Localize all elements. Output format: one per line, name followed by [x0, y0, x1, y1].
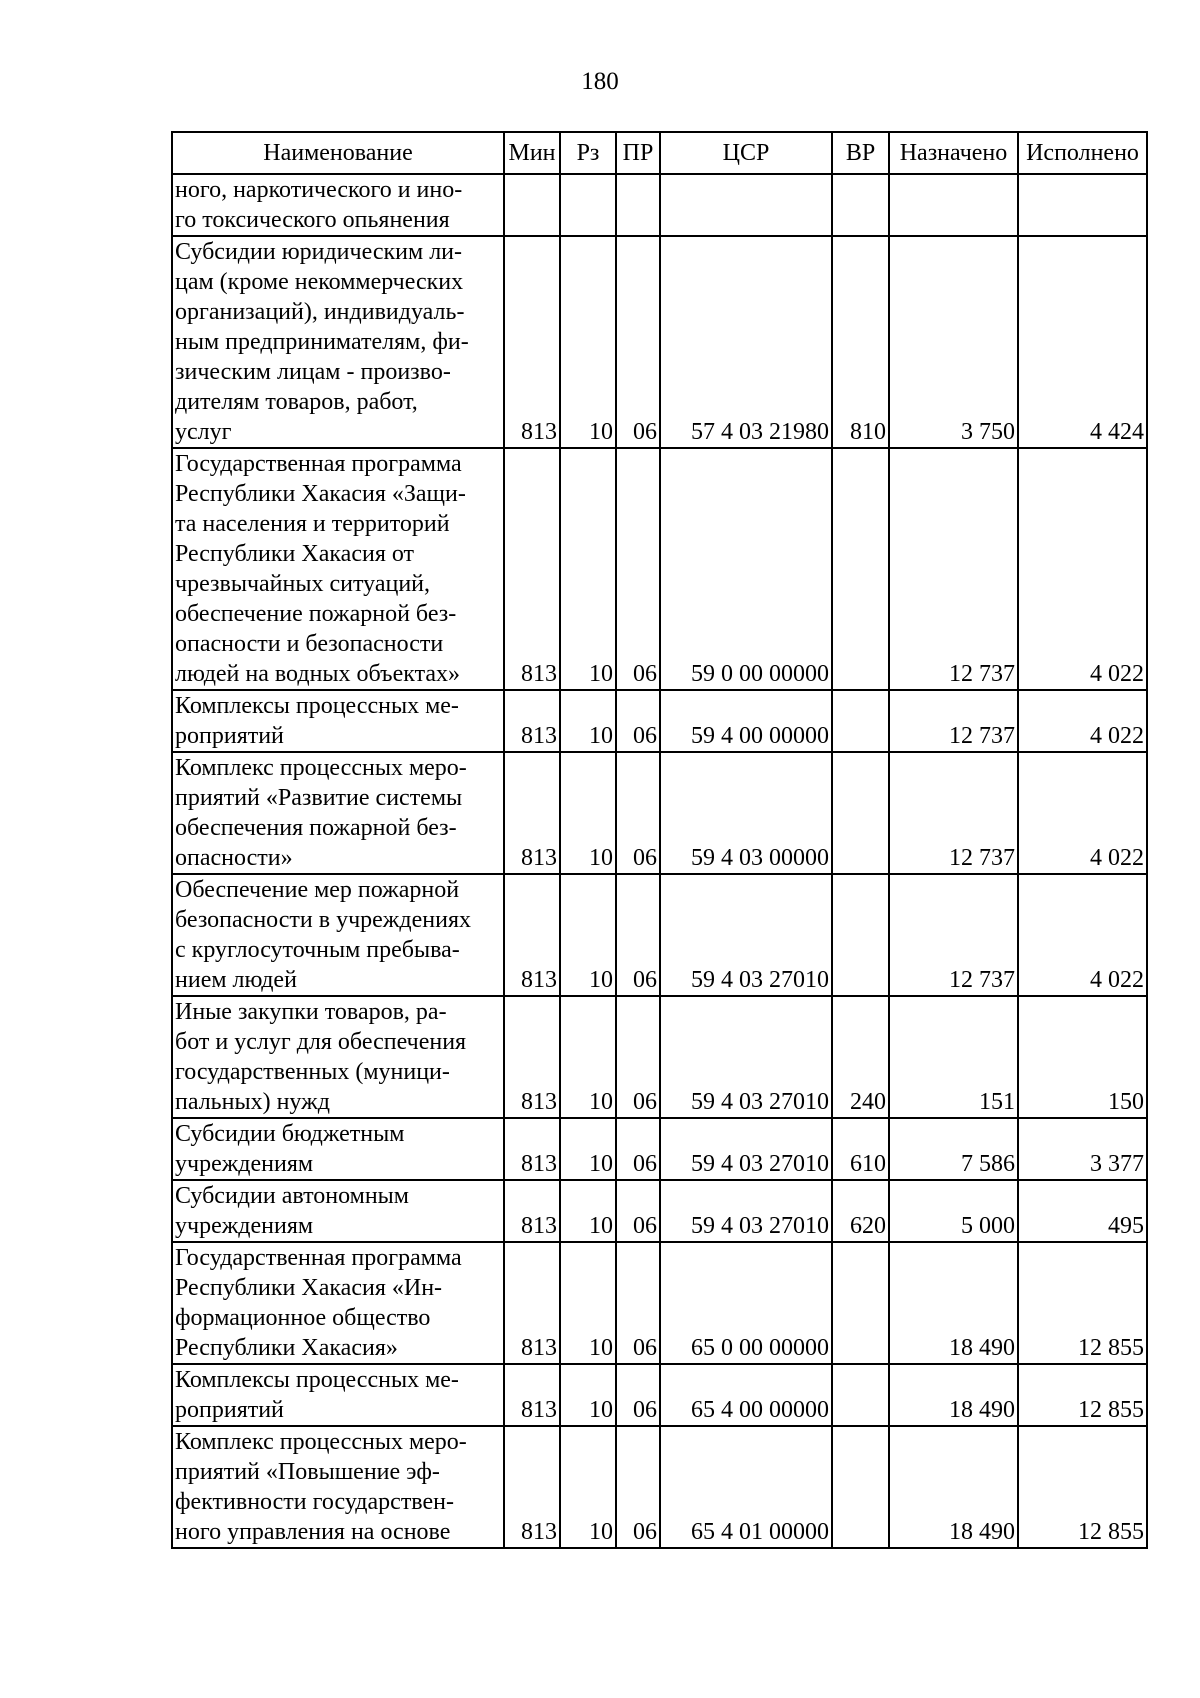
cell-name: Субсидии юридическим ли- цам (кроме некоммерческих организаций), индивидуаль- ным предпринимателям, фи- зическим лицам - произво- дителям товаров, работ, услуг: [172, 236, 504, 448]
cell-min: 813: [504, 448, 560, 690]
table-row: [172, 996, 1147, 1118]
cell-name: Субсидии бюджетным учреждениям: [172, 1118, 504, 1180]
cell-pr: 06: [616, 448, 660, 690]
cell-min: [504, 174, 560, 236]
cell-assigned: 7 586: [889, 1118, 1018, 1180]
cell-rz: 10: [560, 996, 616, 1118]
cell-vr: [832, 752, 889, 874]
cell-pr: 06: [616, 752, 660, 874]
table-header-row: [172, 132, 1147, 174]
cell-vr: 240: [832, 996, 889, 1118]
table-row: [172, 874, 1147, 996]
cell-min: 813: [504, 996, 560, 1118]
cell-csr: 59 4 03 00000: [660, 752, 832, 874]
header-executed: Исполнено: [1018, 132, 1147, 174]
cell-name: Комплексы процессных ме- роприятий: [172, 690, 504, 752]
cell-csr: 59 4 03 27010: [660, 1180, 832, 1242]
header-csr: ЦСР: [660, 132, 832, 174]
header-assigned: Назначено: [889, 132, 1018, 174]
table-row: [172, 1180, 1147, 1242]
page-number: 180: [581, 68, 619, 95]
table-row: [172, 1426, 1147, 1548]
cell-pr: 06: [616, 1180, 660, 1242]
cell-executed: 4 424: [1018, 236, 1147, 448]
cell-executed: 3 377: [1018, 1118, 1147, 1180]
table-row: [172, 1118, 1147, 1180]
cell-executed: 4 022: [1018, 752, 1147, 874]
budget-table: [171, 131, 1148, 1549]
cell-assigned: [889, 174, 1018, 236]
header-pr: ПР: [616, 132, 660, 174]
table-row: [172, 1242, 1147, 1364]
cell-name: Комплекс процессных меро- приятий «Развитие системы обеспечения пожарной без- опасности»: [172, 752, 504, 874]
cell-vr: 620: [832, 1180, 889, 1242]
cell-csr: 59 4 03 27010: [660, 874, 832, 996]
cell-csr: 57 4 03 21980: [660, 236, 832, 448]
cell-min: 813: [504, 752, 560, 874]
cell-pr: 06: [616, 996, 660, 1118]
cell-assigned: 18 490: [889, 1364, 1018, 1426]
cell-csr: [660, 174, 832, 236]
cell-vr: [832, 1426, 889, 1548]
cell-pr: 06: [616, 1426, 660, 1548]
cell-csr: 65 0 00 00000: [660, 1242, 832, 1364]
cell-min: 813: [504, 1118, 560, 1180]
table-row: [172, 236, 1147, 448]
cell-pr: 06: [616, 1118, 660, 1180]
cell-assigned: 12 737: [889, 448, 1018, 690]
cell-executed: 150: [1018, 996, 1147, 1118]
cell-rz: 10: [560, 752, 616, 874]
cell-executed: 12 855: [1018, 1426, 1147, 1548]
cell-min: 813: [504, 690, 560, 752]
cell-vr: [832, 1364, 889, 1426]
cell-rz: 10: [560, 448, 616, 690]
cell-rz: 10: [560, 1364, 616, 1426]
header-rz: Рз: [560, 132, 616, 174]
cell-min: 813: [504, 236, 560, 448]
cell-min: 813: [504, 1426, 560, 1548]
table-row: [172, 174, 1147, 236]
cell-vr: [832, 874, 889, 996]
cell-rz: 10: [560, 690, 616, 752]
table-row: [172, 752, 1147, 874]
cell-min: 813: [504, 1242, 560, 1364]
header-min: Мин: [504, 132, 560, 174]
cell-rz: 10: [560, 874, 616, 996]
cell-assigned: 18 490: [889, 1242, 1018, 1364]
cell-assigned: 18 490: [889, 1426, 1018, 1548]
cell-name: Государственная программа Республики Хакасия «Ин- формационное общество Республики Хакасия»: [172, 1242, 504, 1364]
cell-rz: 10: [560, 1118, 616, 1180]
cell-name: Субсидии автономным учреждениям: [172, 1180, 504, 1242]
cell-vr: 810: [832, 236, 889, 448]
table-row: [172, 448, 1147, 690]
cell-min: 813: [504, 1364, 560, 1426]
cell-vr: [832, 174, 889, 236]
cell-vr: 610: [832, 1118, 889, 1180]
cell-executed: 4 022: [1018, 874, 1147, 996]
cell-csr: 65 4 01 00000: [660, 1426, 832, 1548]
cell-name: Иные закупки товаров, ра- бот и услуг для обеспечения государственных (муници- пальных) нужд: [172, 996, 504, 1118]
cell-name: Обеспечение мер пожарной безопасности в учреждениях с круглосуточным пребыва- нием людей: [172, 874, 504, 996]
cell-pr: 06: [616, 1364, 660, 1426]
cell-executed: 12 855: [1018, 1242, 1147, 1364]
cell-vr: [832, 448, 889, 690]
cell-vr: [832, 1242, 889, 1364]
cell-executed: 4 022: [1018, 448, 1147, 690]
cell-csr: 59 0 00 00000: [660, 448, 832, 690]
cell-rz: [560, 174, 616, 236]
cell-assigned: 3 750: [889, 236, 1018, 448]
cell-executed: 12 855: [1018, 1364, 1147, 1426]
header-name: Наименование: [172, 132, 504, 174]
cell-min: 813: [504, 1180, 560, 1242]
cell-name: Государственная программа Республики Хакасия «Защи- та населения и территорий Республики Хакасия от чрезвычайных ситуаций, обеспечение пожарной без- опасности и безопасности людей на водных объектах»: [172, 448, 504, 690]
cell-assigned: 12 737: [889, 690, 1018, 752]
cell-assigned: 12 737: [889, 874, 1018, 996]
cell-csr: 59 4 03 27010: [660, 996, 832, 1118]
cell-pr: 06: [616, 690, 660, 752]
cell-rz: 10: [560, 236, 616, 448]
cell-csr: 59 4 03 27010: [660, 1118, 832, 1180]
cell-assigned: 12 737: [889, 752, 1018, 874]
cell-name: Комплекс процессных меро- приятий «Повышение эф- фективности государствен- ного управления на основе: [172, 1426, 504, 1548]
cell-executed: 495: [1018, 1180, 1147, 1242]
cell-rz: 10: [560, 1426, 616, 1548]
header-vr: ВР: [832, 132, 889, 174]
cell-assigned: 151: [889, 996, 1018, 1118]
cell-name: ного, наркотического и ино- го токсического опьянения: [172, 174, 504, 236]
cell-executed: 4 022: [1018, 690, 1147, 752]
cell-executed: [1018, 174, 1147, 236]
cell-assigned: 5 000: [889, 1180, 1018, 1242]
cell-csr: 65 4 00 00000: [660, 1364, 832, 1426]
cell-pr: [616, 174, 660, 236]
cell-csr: 59 4 00 00000: [660, 690, 832, 752]
cell-pr: 06: [616, 236, 660, 448]
cell-name: Комплексы процессных ме- роприятий: [172, 1364, 504, 1426]
cell-pr: 06: [616, 874, 660, 996]
cell-vr: [832, 690, 889, 752]
table-row: [172, 1364, 1147, 1426]
cell-rz: 10: [560, 1180, 616, 1242]
cell-min: 813: [504, 874, 560, 996]
cell-rz: 10: [560, 1242, 616, 1364]
table-body: [172, 174, 1147, 1548]
cell-pr: 06: [616, 1242, 660, 1364]
table-row: [172, 690, 1147, 752]
